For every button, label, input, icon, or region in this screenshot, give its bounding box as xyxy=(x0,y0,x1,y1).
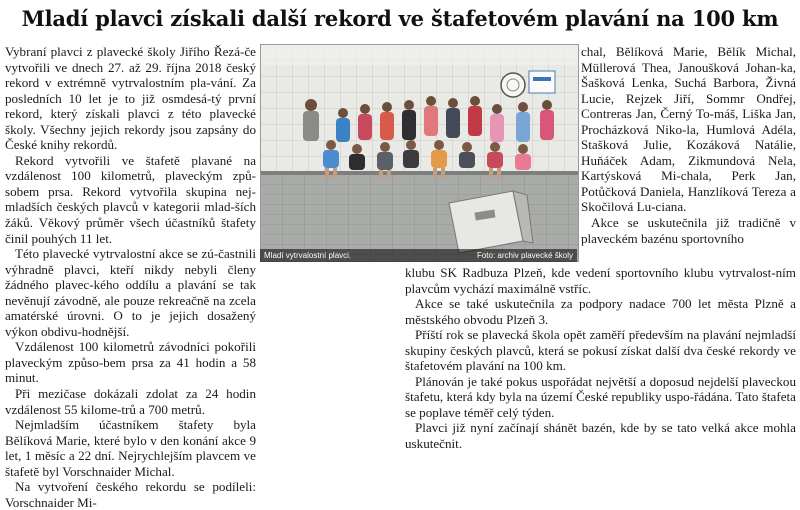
paragraph: Vybraní plavci z plavecké školy Jiřího Řezá-če vytvořili ve dnech 27. až 29. října 2018 český rekord v extrémně vytrvalostním pla-vání. Za posledních 10 let je to již osmdesá-tý první rekord, který získali plavci z této plavecké školy. Všechny jejich rekordy jsou zapsány do České knihy rekordů. xyxy=(5,44,256,153)
photo-caption-text: Mladí vytrvalostní plavci. xyxy=(264,251,352,260)
left-column xyxy=(5,44,256,510)
photo-caption xyxy=(260,249,577,262)
article-title: Mladí plavci získali další rekord ve štafetovém plavání na 100 km xyxy=(21,6,779,31)
paragraph: Vzdálenost 100 kilometrů závodníci pokořili plaveckým způso-bem prsa za 41 hodin a 58 minut. xyxy=(5,339,256,386)
paragraph: Při mezičase dokázali zdolat za 24 hodin vzdálenost 55 kilome-trů a 700 metrů. xyxy=(5,386,256,417)
paragraph: chal, Bělíková Marie, Bělík Michal, Müllerová Thea, Janoušková Johan-ka, Šašková Lenka, Suchá Barbora, Živná Lucie, Rejzek Jiří, Sommr Ondřej, Contreras Jan, Černý To-máš, Liška Jan, Procházková Niko-la, Humlová Adéla, Stašková Julie, Kozáková Natálie, Huňáček Adam, Zikmundová Nela, Kartýsková Mi-chala, Perk Jan, Potůčková Daniela, Hanzlíková Tereza a Skočilová Lu-ciana. xyxy=(581,44,796,215)
photo-credit: Foto: archiv plavecké školy xyxy=(476,251,573,260)
right-column xyxy=(581,44,796,246)
group-photo xyxy=(260,44,579,262)
bottom-right-column xyxy=(405,265,796,452)
paragraph: Plavci již nyní začínají shánět bazén, kde by se tato velká akce mohla uskutečnit. xyxy=(405,420,796,452)
paragraph: Akce se uskutečnila již tradičně v plaveckém bazénu sportovního xyxy=(581,215,796,246)
paragraph: Akce se také uskutečnila za podpory nadace 700 let města Plzně a městského obvodu Plzeň 3. xyxy=(405,296,796,327)
paragraph: Této plavecké vytrvalostní akce se zú-častnili výhradně plavci, kteří nikdy nebyli členy žádného plavec-kého oddílu a plavání se tak nevěnují závodně, ale pouze rekreačně na zcela amatérské úrovni. O to je jejich dosažený výkon obdivu-hodnější. xyxy=(5,246,256,339)
paragraph: Rekord vytvořili ve štafetě plavané na vzdálenost 100 kilometrů, plaveckým způ-sobem prsa. Rekord vytvořila skupina nej-mladších českých plavců v kategorii mlad-ších žáků. Věkový průměr všech účastníků štafety činil pouhých 11 let. xyxy=(5,152,256,246)
paragraph: Na vytvoření českého rekordu se podíleli: Vorschnaider Mi- xyxy=(5,479,256,510)
paragraph: klubu SK Radbuza Plzeň, kde vedení sportovního klubu vytrvalost-ním plavcům vychází maximálně vstříc. xyxy=(405,265,796,296)
paragraph: Nejmladším účastníkem štafety byla Bělíková Marie, které bylo v den konání akce 9 let, 1 měsíc a 22 dní. Nejrychlejším plavcem ve štafetě byl Vorschnaider Michal. xyxy=(5,417,256,479)
photo-illustration xyxy=(261,45,578,261)
paragraph: Příští rok se plavecká škola opět zaměří především na plavání nejmladší skupiny českých plavců, která se pokusí získat další dva české rekordy ve štafetovém plavání na 100 km. xyxy=(405,327,796,374)
paragraph: Plánován je také pokus uspořádat největší a doposud nejdelší plaveckou štafetu, která kdy byla na území České republiky uspo-řádána. Tato štafeta se poplave téměř celý týden. xyxy=(405,373,796,420)
